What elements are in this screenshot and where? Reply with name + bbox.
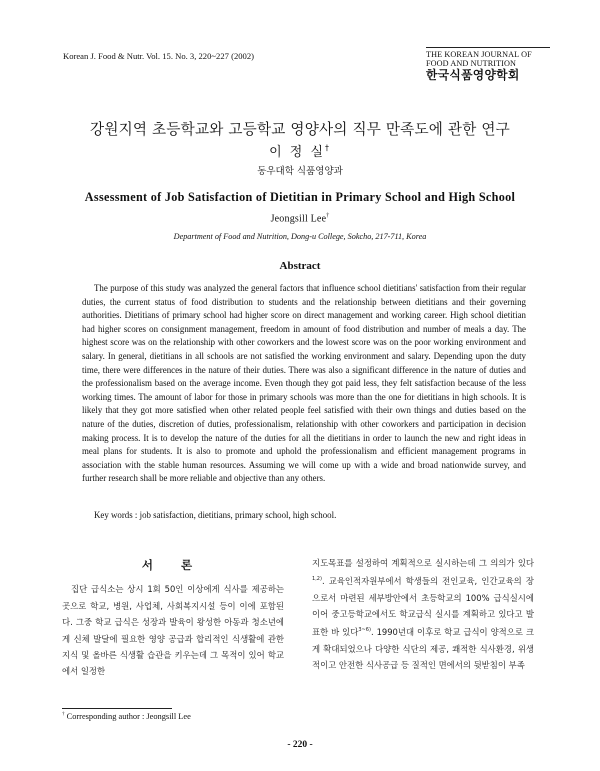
footnote-text: Corresponding author : Jeongsill Lee	[66, 712, 191, 721]
reference-3-6: 3~6)	[358, 627, 371, 634]
journal-name-ko: 한국식품영양학회	[426, 68, 520, 82]
author-ko-name: 이 정 실	[269, 145, 326, 160]
intro-left-text: 집단 급식소는 상시 1회 50인 이상에게 식사를 제공하는 곳으로 학교, 병원, 사업체, 사회복지시설 등이 이에 포함된다. 그중 학교 급식은 성장과 발육이 왕성한 아동과 청소년에게 신체 발달에 필요한 영양 공급과 합리적인 식생활에 관한 지식 및 올바른 식생활 습관을 키우는데 그 목적이 있어 학교에서 일정한	[62, 584, 284, 677]
reference-1-2: 1,2)	[312, 576, 322, 583]
keywords: Key words : job satisfaction, dietitians, primary school, high school.	[94, 510, 337, 520]
paper-title-ko: 강원지역 초등학교와 고등학교 영양사의 직무 만족도에 관한 연구	[90, 121, 510, 138]
author-en-name: Jeongsill Lee	[270, 213, 327, 225]
intro-left-column	[62, 557, 284, 680]
affiliation-ko: 동우대학 식품영양과	[257, 166, 343, 177]
intro-right-column	[312, 555, 534, 673]
author-en	[0, 213, 600, 224]
footnote-rule	[62, 708, 172, 709]
intro-right-text-1: 지도목표를 설정하여 계획적으로 실시하는데 그 의의가 있다	[312, 558, 534, 568]
footnote-mark: †	[62, 712, 65, 718]
author-ko	[0, 141, 600, 160]
affiliation-en: Department of Food and Nutrition, Dong-u College, Sokcho, 217-711, Korea	[173, 232, 427, 241]
abstract-body	[82, 282, 526, 486]
intro-right-paragraph	[312, 555, 534, 673]
intro-right-text-2: . 교육인적자원부에서 학생들의 전인교육, 인간교육의 장으로서 마련된 세부방안에서 초등학교의 100% 급식실시에 이어 중고등학교에서도 학교급식 실시를 계획하고 있다고 발표한 바 있다	[312, 576, 534, 638]
abstract-heading: Abstract	[279, 260, 321, 272]
author-en-mark: †	[326, 213, 330, 219]
page-number: - 220 -	[287, 740, 313, 750]
abstract-text: The purpose of this study was analyzed the general factors that influence school dietitians' satisfaction from their regular duties, the current status of food distribution to students and the relationship between dietitians and their governing authorities. Dietitians of primary school had higher score on direct management and working career. High school dietitian had higher scores on consignment management, freedom in amount of food distribution and number of meals a day. The highest score was on the relationship with other coworkers and the lowest score was on the poor working environment and salary. In general, dietitians in all schools are not satisfied the working environment and salary. Depending upon the duty time, there were differences in the nature of their duties. There was also a significant difference in the nature of duties and the professionalism based on the average income. Even though they got paid less, they felt satisfaction because of the less working times. The amount of labor for those in primary schools was more than the one for dietitians in high schools. It is likely that they got more satisfied when other related people feel satisfied with their own things and duties based on the nature of the duties, discretion of duties, professionalism, relationship with other coworkers and participation in decision making process. It is to develop the nature of the duties for all the dietitians in order to launch the new and right ideas in meal plans for students. It is also to promote and uphold the professionalism and efficient management programs in association with the stable human resources. Assuming we will come up with a wide and broad nationwide survey, and further research shall be more reliable and objective than any others.	[82, 283, 526, 484]
author-ko-mark: †	[325, 143, 331, 153]
journal-masthead	[426, 47, 550, 83]
intro-right-text-3: . 1990년대 이후로 학교 급식이 양적으로 크게 확대되었으나 다양한 식단의 제공, 쾌적한 식사환경, 위생적이고 안전한 식사공급 등 질적인 면에서의 뒷받침이 부족	[312, 627, 534, 671]
journal-citation: Korean J. Food & Nutr. Vol. 15. No. 3, 220~227 (2002)	[63, 51, 255, 61]
intro-heading: 서 론	[141, 558, 205, 572]
paper-title-en: Assessment of Job Satisfaction of Dietitian in Primary School and High School	[84, 190, 516, 204]
journal-name-en-line2: FOOD AND NUTRITION	[426, 59, 517, 68]
footnote	[62, 712, 191, 721]
journal-name-en-line1: THE KOREAN JOURNAL OF	[426, 50, 532, 59]
